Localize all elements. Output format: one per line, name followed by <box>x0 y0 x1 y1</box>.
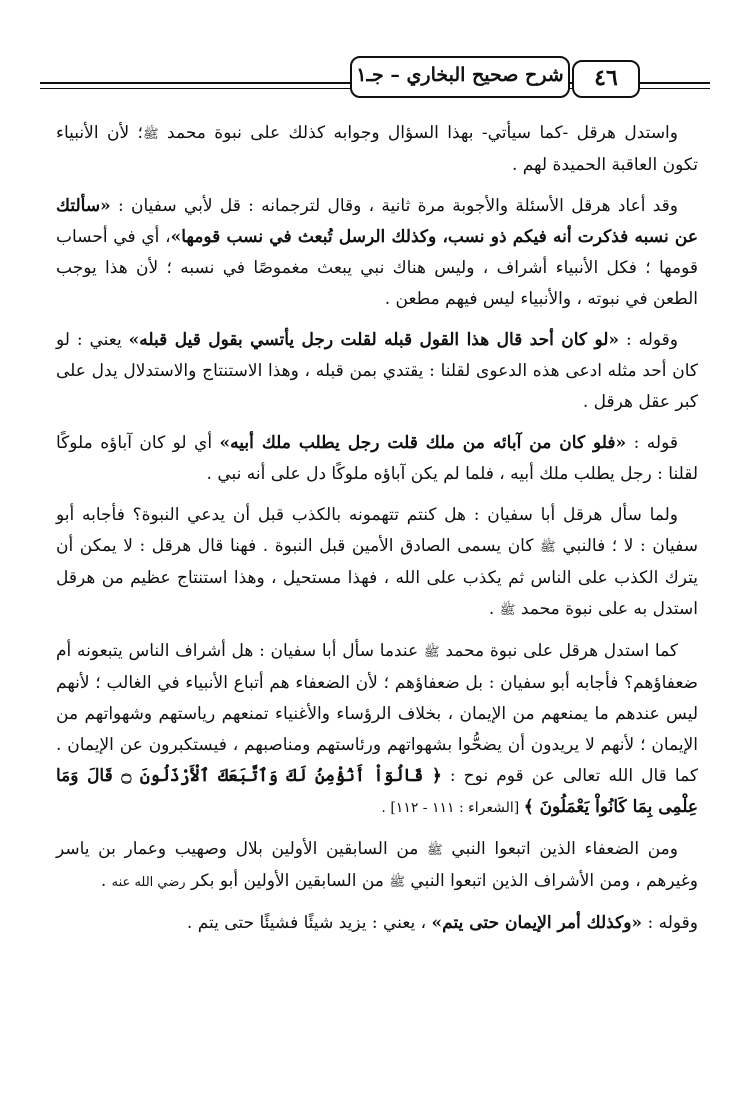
paragraph-5 <box>56 500 698 626</box>
paragraph-6 <box>56 636 698 824</box>
page-number: ٤٦ <box>572 60 640 98</box>
companion-honorific: رضي الله عنه <box>111 875 186 890</box>
hadith-quote: «لو كان أحد قال هذا القول قبله لقلت رجل يأتسي بقول قيل قبله» <box>128 330 620 350</box>
salutation-symbol: ﷺ <box>427 843 443 858</box>
text-run: وقوله : <box>619 330 678 350</box>
text-run: كما استدل هرقل على نبوة محمد <box>439 641 678 661</box>
page-body <box>56 118 698 949</box>
text-run: ، أي في أحساب قومها ؛ فكل الأنبياء أشراف ، وليس هناك نبي يبعث مغموصًا في نسبه ؛ لأن هذا يوجب الطعن في نبوته ، والأنبياء ليس فيهم مطعن . <box>56 227 698 309</box>
paragraph-1 <box>56 118 698 181</box>
salutation-symbol: ﷺ <box>499 603 516 618</box>
text-run: من السابقين الأولين أبو بكر <box>185 871 390 891</box>
salutation-symbol: ﷺ <box>389 875 406 890</box>
text-run: كان يسمى الصادق الأمين قبل النبوة . فهنا قال هرقل : لا يمكن أن يترك الكذب على الناس ثم يكذب على الله ، فهذا مستحيل ، وهذا استنتاج عظيم من هرقل استدل به على نبوة محمد <box>56 536 698 619</box>
paragraph-8 <box>56 908 698 939</box>
text-run: ولما سأل هرقل أبا سفيان : هل كنتم تتهمونه بالكذب قبل أن يدعي النبوة؟ فأجابه أبو سفيان : لا ؛ فالنبي <box>56 505 698 556</box>
text-run: قوله : <box>626 433 678 453</box>
paragraph-4 <box>56 428 698 490</box>
text-run: واستدل هرقل -كما سيأتي- بهذا السؤال وجوابه كذلك على نبوة محمد <box>158 123 678 143</box>
paragraph-7 <box>56 834 698 898</box>
text-run: يعني : لو كان أحد مثله ادعى هذه الدعوى لقلنا : يقتدي بمن قبله ، وهذا الاستنتاج والاستدلال يدل على كبر عقل هرقل . <box>56 330 698 412</box>
paragraph-2 <box>56 191 698 315</box>
quran-verse: ﴿ قَالُوٓاْ أَنُؤْمِنُ لَكَ وَٱتَّبَعَكَ ٱلْأَرْذَلُونَ ۝ قَالَ وَمَا عِلْمِى بِمَا كَانُواْ يَعْمَلُونَ ﴾ <box>56 766 698 817</box>
text-run: من السابقين الأولين بلال وصهيب وعمار بن ياسر وغيرهم ، ومن الأشراف الذين اتبعوا النبي <box>56 839 698 891</box>
book-title: شرح صحيح البخاري – جـ١ <box>350 56 570 98</box>
salutation-symbol: ﷺ <box>423 645 440 660</box>
verse-reference: [الشعراء : ١١١ - ١١٢] . <box>381 800 524 816</box>
text-run: وقوله : <box>642 913 698 933</box>
text-run: ، يعني : يزيد شيئًا فشيئًا حتى يتم . <box>186 913 432 933</box>
text-run: ؛ لأن الأنبياء تكون العاقبة الحميدة لهم . <box>56 123 698 175</box>
salutation-symbol: ﷺ <box>142 127 159 142</box>
paragraph-3 <box>56 325 698 418</box>
text-run: . <box>488 599 500 619</box>
text-run: أي لو كان آباؤه ملوكًا لقلنا : رجل يطلب ملك أبيه ، فلما لم يكن آباؤه ملوكًا دل على أنه نبي . <box>56 433 698 484</box>
text-run: وقد أعاد هرقل الأسئلة والأجوبة مرة ثانية ، وقال لترجمانه : قل لأبي سفيان : <box>110 196 678 216</box>
page-header <box>40 56 710 92</box>
text-run: . <box>100 871 112 891</box>
salutation-symbol: ﷺ <box>540 540 556 555</box>
hadith-quote: «سألتك عن نسبه فذكرت أنه فيكم ذو نسب، وكذلك الرسل تُبعث في نسب قومها» <box>56 196 699 247</box>
hadith-quote: «فلو كان من آبائه من ملك قلت رجل يطلب ملك أبيه» <box>219 433 627 453</box>
text-run: ومن الضعفاء الذين اتبعوا النبي <box>442 839 678 859</box>
hadith-quote: «وكذلك أمر الإيمان حتى يتم» <box>431 913 643 933</box>
text-run: عندما سأل أبا سفيان : هل أشراف الناس يتبعونه أم ضعفاؤهم؟ فأجابه أبو سفيان : بل ضعفاؤهم ؛ لأن الضعفاء هم أتباع الأنبياء في الغالب ؛ لأنهم ليس عندهم ما يمنعهم من الإيمان ، بخلاف الرؤساء والأغنياء تمنعهم رياستهم وشهواتهم من الإيمان ؛ لأنهم لا يريدون أن يضحُّوا بشهواتهم ورئاستهم ومناصبهم ، فيستكبرون عن الإيمان . كما قال الله تعالى عن قوم نوح : <box>56 641 698 786</box>
